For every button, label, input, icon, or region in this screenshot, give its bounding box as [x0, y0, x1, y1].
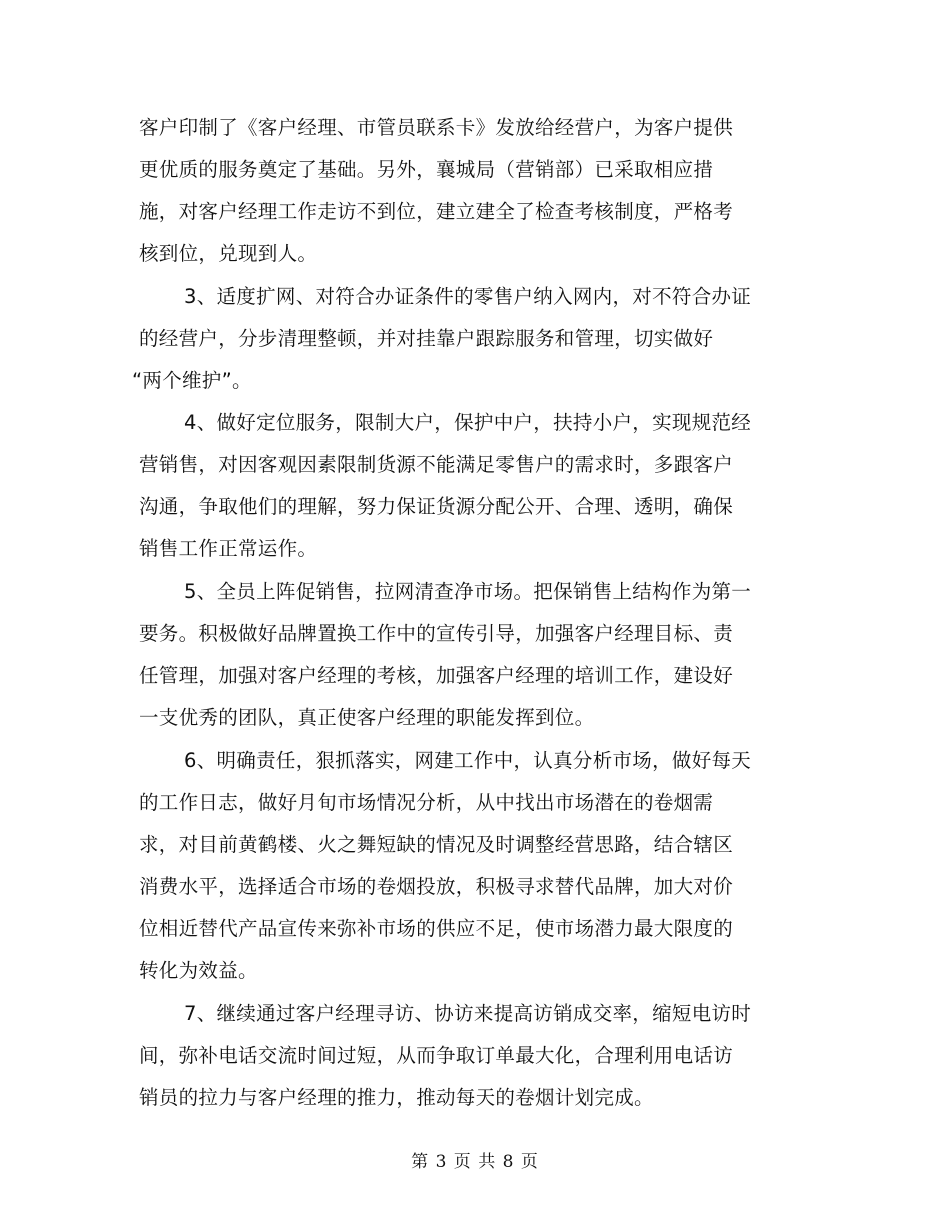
text-line: “两个维护”。: [132, 369, 252, 392]
text-line: 营销售，对因客观因素限制货源不能满足零售户的需求时，多跟客户: [139, 453, 734, 476]
text-line: 间，弥补电话交流时间过短，从而争取订单最大化，合理利用电话访: [139, 1044, 734, 1067]
text-line: 更优质的服务奠定了基础。另外，襄城局（营销部）已采取相应措: [139, 158, 714, 181]
text-line: 4、做好定位服务，限制大户，保护中户，扶持小户，实现规范经: [184, 411, 752, 434]
text-line: 位相近替代产品宣传来弥补市场的供应不足，使市场潜力最大限度的: [139, 917, 734, 940]
text-line: 的经营户，分步清理整顿，并对挂靠户跟踪服务和管理，切实做好: [139, 327, 714, 350]
text-line: 销售工作正常运作。: [139, 537, 318, 560]
text-line: 沟通，争取他们的理解，努力保证货源分配公开、合理、透明，确保: [139, 495, 734, 518]
text-line: 一支优秀的团队，真正使客户经理的职能发挥到位。: [139, 706, 595, 729]
text-line: 核到位，兑现到人。: [139, 242, 318, 265]
text-line: 6、明确责任，狠抓落实，网建工作中，认真分析市场，做好每天: [184, 749, 752, 772]
text-line: 7、继续通过客户经理寻访、协访来提高访销成交率，缩短电访时: [184, 1002, 752, 1025]
text-line: 转化为效益。: [139, 959, 258, 982]
text-line: 客户印制了《客户经理、市管员联系卡》发放给经营户，为客户提供: [139, 116, 734, 139]
text-line: 要务。积极做好品牌置换工作中的宣传引导，加强客户经理目标、责: [139, 622, 734, 645]
text-line: 消费水平，选择适合市场的卷烟投放，积极寻求替代品牌，加大对价: [139, 875, 734, 898]
text-line: 任管理，加强对客户经理的考核，加强客户经理的培训工作，建设好: [139, 664, 734, 687]
page-number-footer: 第 3 页 共 8 页: [411, 1152, 539, 1172]
text-line: 求，对目前黄鹤楼、火之舞短缺的情况及时调整经营思路，结合辖区: [139, 833, 734, 856]
text-line: 5、全员上阵促销售，拉网清查净市场。把保销售上结构作为第一: [184, 580, 752, 603]
text-line: 施，对客户经理工作走访不到位，建立建全了检查考核制度，严格考: [139, 200, 734, 223]
text-line: 销员的拉力与客户经理的推力，推动每天的卷烟计划完成。: [139, 1086, 654, 1109]
text-line: 的工作日志，做好月旬市场情况分析，从中找出市场潜在的卷烟需: [139, 791, 714, 814]
text-line: 3、适度扩网、对符合办证条件的零售户纳入网内，对不符合办证: [184, 285, 752, 308]
